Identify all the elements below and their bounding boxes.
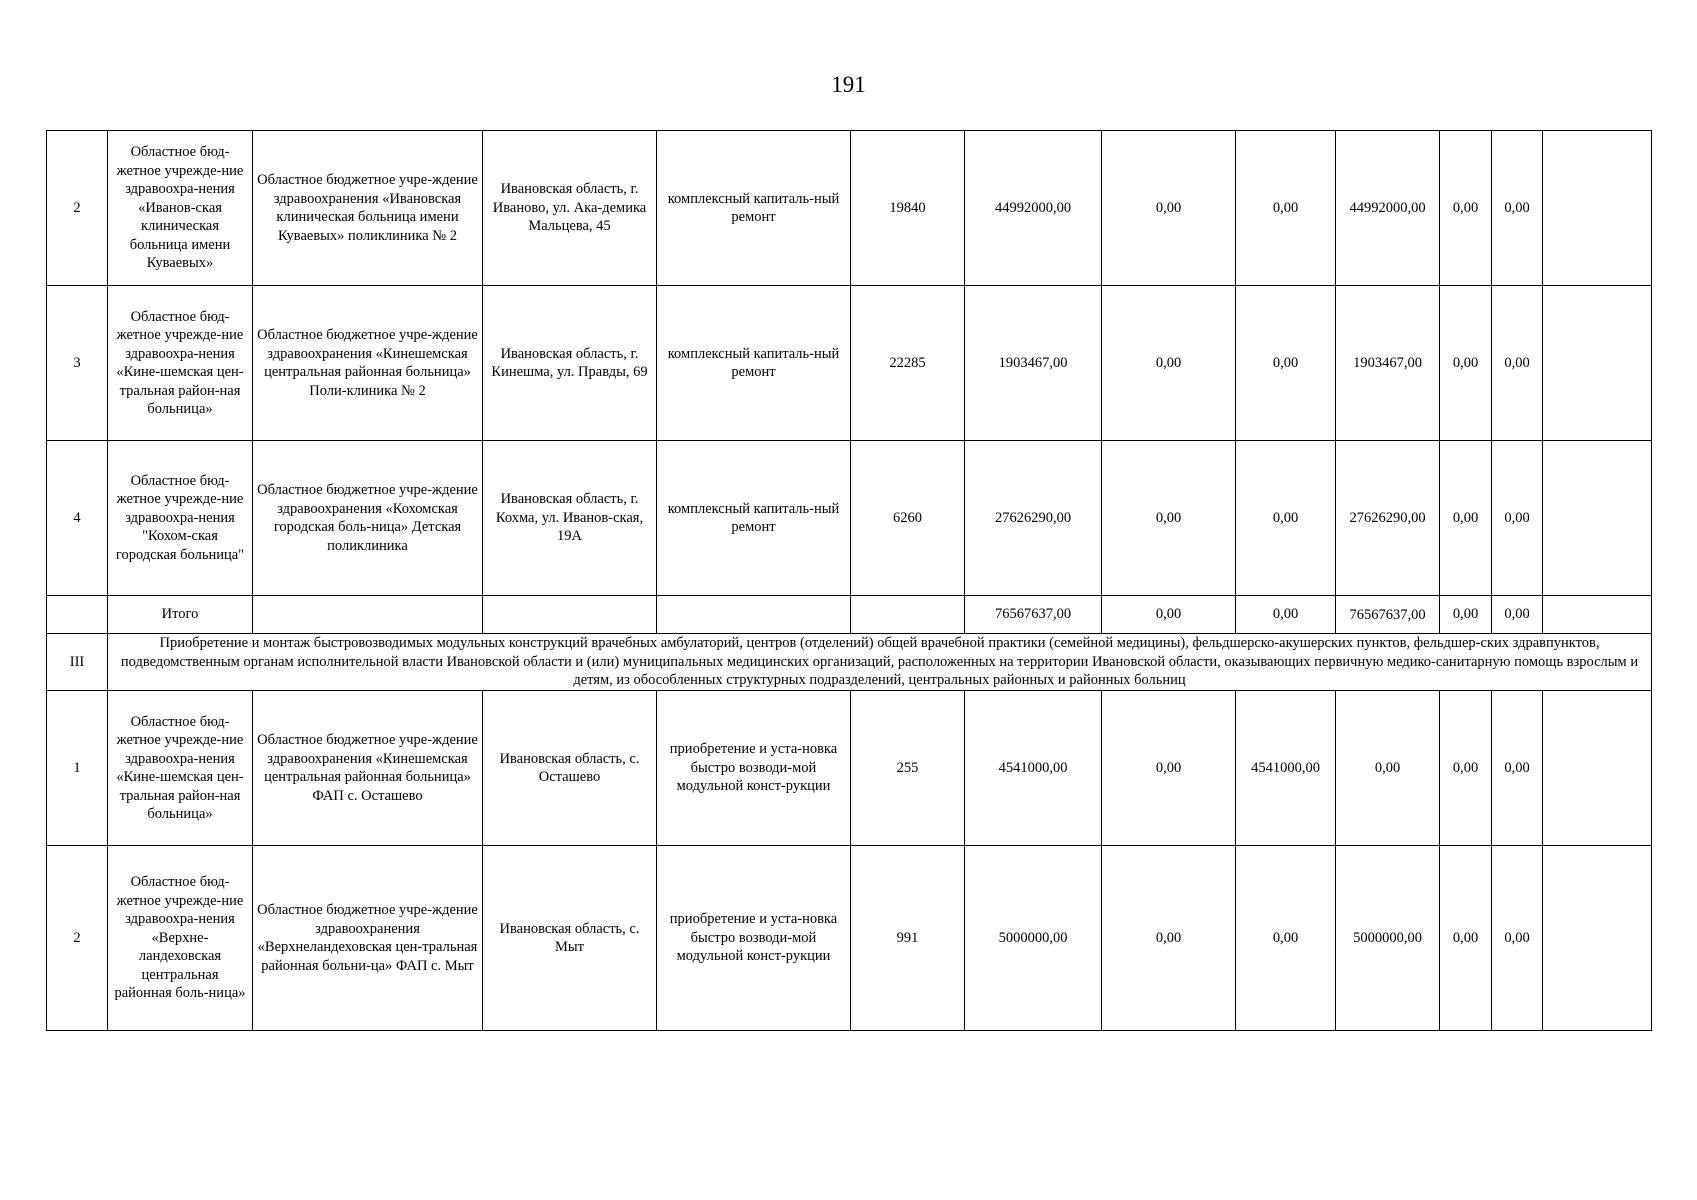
value-cell: 0,00 <box>1492 441 1543 596</box>
section-title: Приобретение и монтаж быстровозводимых модульных конструкций врачебных амбулаторий, центров (отделений) общей врачебной практики (семейной медицины), фельдшерско-акушерских пунктов, фельдшер-ских здравпунктов, подведомственным органам исполнительной власти Ивановской области и (или) муниципальных медицинских организаций, расположенных на территории Ивановской области, оказывающих первичную медико-санитарную помощь взрослым и детям, из обособленных структурных подразделений, центральных районных и районных больниц <box>108 634 1652 691</box>
table-row <box>47 441 1652 596</box>
total-cost-cell: 27626290,00 <box>965 441 1102 596</box>
value-cell: 0,00 <box>1440 286 1492 441</box>
total-sum-cell: 76567637,00 <box>965 596 1102 634</box>
address-cell: Ивановская область, г. Кинешма, ул. Правды, 69 <box>483 286 657 441</box>
value-cell: 0,00 <box>1440 691 1492 846</box>
value-cell: 0,00 <box>1102 131 1236 286</box>
value-cell: 5000000,00 <box>1336 846 1440 1031</box>
value-cell <box>1543 441 1652 596</box>
value-cell: 0,00 <box>1236 286 1336 441</box>
row-number: 4 <box>47 441 108 596</box>
area-cell: 255 <box>851 691 965 846</box>
total-value-cell: 0,00 <box>1236 596 1336 634</box>
total-row-number <box>47 596 108 634</box>
value-cell: 0,00 <box>1492 691 1543 846</box>
total-value-cell: 0,00 <box>1492 596 1543 634</box>
area-cell: 19840 <box>851 131 965 286</box>
value-cell: 0,00 <box>1440 846 1492 1031</box>
table-row <box>47 846 1652 1031</box>
value-cell: 0,00 <box>1102 846 1236 1031</box>
value-cell: 1903467,00 <box>1336 286 1440 441</box>
organization-cell: Областное бюд-жетное учрежде-ние здравоохра-нения «Кине-шемская цен-тральная район-ная больница» <box>108 286 253 441</box>
work-type-cell: приобретение и уста-новка быстро возводи-мой модульной конст-рукции <box>657 691 851 846</box>
empty-cell <box>253 596 483 634</box>
empty-cell <box>657 596 851 634</box>
value-cell: 0,00 <box>1492 286 1543 441</box>
value-cell: 0,00 <box>1102 441 1236 596</box>
object-cell: Областное бюджетное учре-ждение здравоохранения «Кохомская городская боль-ница» Детская поликлиника <box>253 441 483 596</box>
total-cost-cell: 4541000,00 <box>965 691 1102 846</box>
value-cell: 44992000,00 <box>1336 131 1440 286</box>
row-number: 2 <box>47 131 108 286</box>
value-cell <box>1543 286 1652 441</box>
value-cell: 0,00 <box>1236 441 1336 596</box>
address-cell: Ивановская область, с. Мыт <box>483 846 657 1031</box>
value-cell: 0,00 <box>1236 846 1336 1031</box>
address-cell: Ивановская область, г. Кохма, ул. Иванов-ская, 19А <box>483 441 657 596</box>
organization-cell: Областное бюд-жетное учрежде-ние здравоохра-нения «Кине-шемская цен-тральная район-ная больница» <box>108 691 253 846</box>
total-value-cell: 0,00 <box>1440 596 1492 634</box>
section-number: III <box>47 634 108 691</box>
object-cell: Областное бюджетное учре-ждение здравоохранения «Кинешемская центральная районная больница» ФАП с. Осташево <box>253 691 483 846</box>
work-type-cell: комплексный капиталь-ный ремонт <box>657 441 851 596</box>
value-cell: 4541000,00 <box>1236 691 1336 846</box>
total-cost-cell: 44992000,00 <box>965 131 1102 286</box>
object-cell: Областное бюджетное учре-ждение здравоохранения «Верхнеландеховская цен-тральная районная больни-ца» ФАП с. Мыт <box>253 846 483 1031</box>
total-label: Итого <box>108 596 253 634</box>
value-cell <box>1543 846 1652 1031</box>
address-cell: Ивановская область, г. Иваново, ул. Ака-демика Мальцева, 45 <box>483 131 657 286</box>
value-cell: 0,00 <box>1440 441 1492 596</box>
value-cell: 0,00 <box>1102 286 1236 441</box>
value-cell: 0,00 <box>1440 131 1492 286</box>
section-row <box>47 634 1652 691</box>
empty-cell <box>851 596 965 634</box>
page-number: 191 <box>831 72 866 97</box>
total-row <box>47 596 1652 634</box>
value-cell: 0,00 <box>1492 846 1543 1031</box>
program-table <box>46 130 1652 1031</box>
total-value-cell: 76567637,00 <box>1336 596 1440 634</box>
object-cell: Областное бюджетное учре-ждение здравоохранения «Кинешемская центральная районная больница» Поли-клиника № 2 <box>253 286 483 441</box>
empty-cell <box>483 596 657 634</box>
value-cell <box>1543 131 1652 286</box>
value-cell: 27626290,00 <box>1336 441 1440 596</box>
total-cost-cell: 5000000,00 <box>965 846 1102 1031</box>
area-cell: 22285 <box>851 286 965 441</box>
total-cost-cell: 1903467,00 <box>965 286 1102 441</box>
value-cell: 0,00 <box>1492 131 1543 286</box>
work-type-cell: комплексный капиталь-ный ремонт <box>657 286 851 441</box>
area-cell: 6260 <box>851 441 965 596</box>
area-cell: 991 <box>851 846 965 1031</box>
value-cell: 0,00 <box>1102 691 1236 846</box>
empty-cell <box>1543 596 1652 634</box>
address-cell: Ивановская область, с. Осташево <box>483 691 657 846</box>
value-cell: 0,00 <box>1236 131 1336 286</box>
work-type-cell: приобретение и уста-новка быстро возводи-мой модульной конст-рукции <box>657 846 851 1031</box>
work-type-cell: комплексный капиталь-ный ремонт <box>657 131 851 286</box>
organization-cell: Областное бюд-жетное учрежде-ние здравоохра-нения «Иванов-ская клиническая больница имени Куваевых» <box>108 131 253 286</box>
value-cell <box>1543 691 1652 846</box>
organization-cell: Областное бюд-жетное учрежде-ние здравоохра-нения "Кохом-ская городская больница" <box>108 441 253 596</box>
table-row <box>47 691 1652 846</box>
row-number: 3 <box>47 286 108 441</box>
table-row <box>47 131 1652 286</box>
object-cell: Областное бюджетное учре-ждение здравоохранения «Ивановская клиническая больница имени Куваевых» поликлиника № 2 <box>253 131 483 286</box>
value-cell: 0,00 <box>1336 691 1440 846</box>
organization-cell: Областное бюд-жетное учрежде-ние здравоохра-нения «Верхне-ландеховская центральная районная боль-ница» <box>108 846 253 1031</box>
total-value-cell: 0,00 <box>1102 596 1236 634</box>
table-row <box>47 286 1652 441</box>
row-number: 2 <box>47 846 108 1031</box>
row-number: 1 <box>47 691 108 846</box>
